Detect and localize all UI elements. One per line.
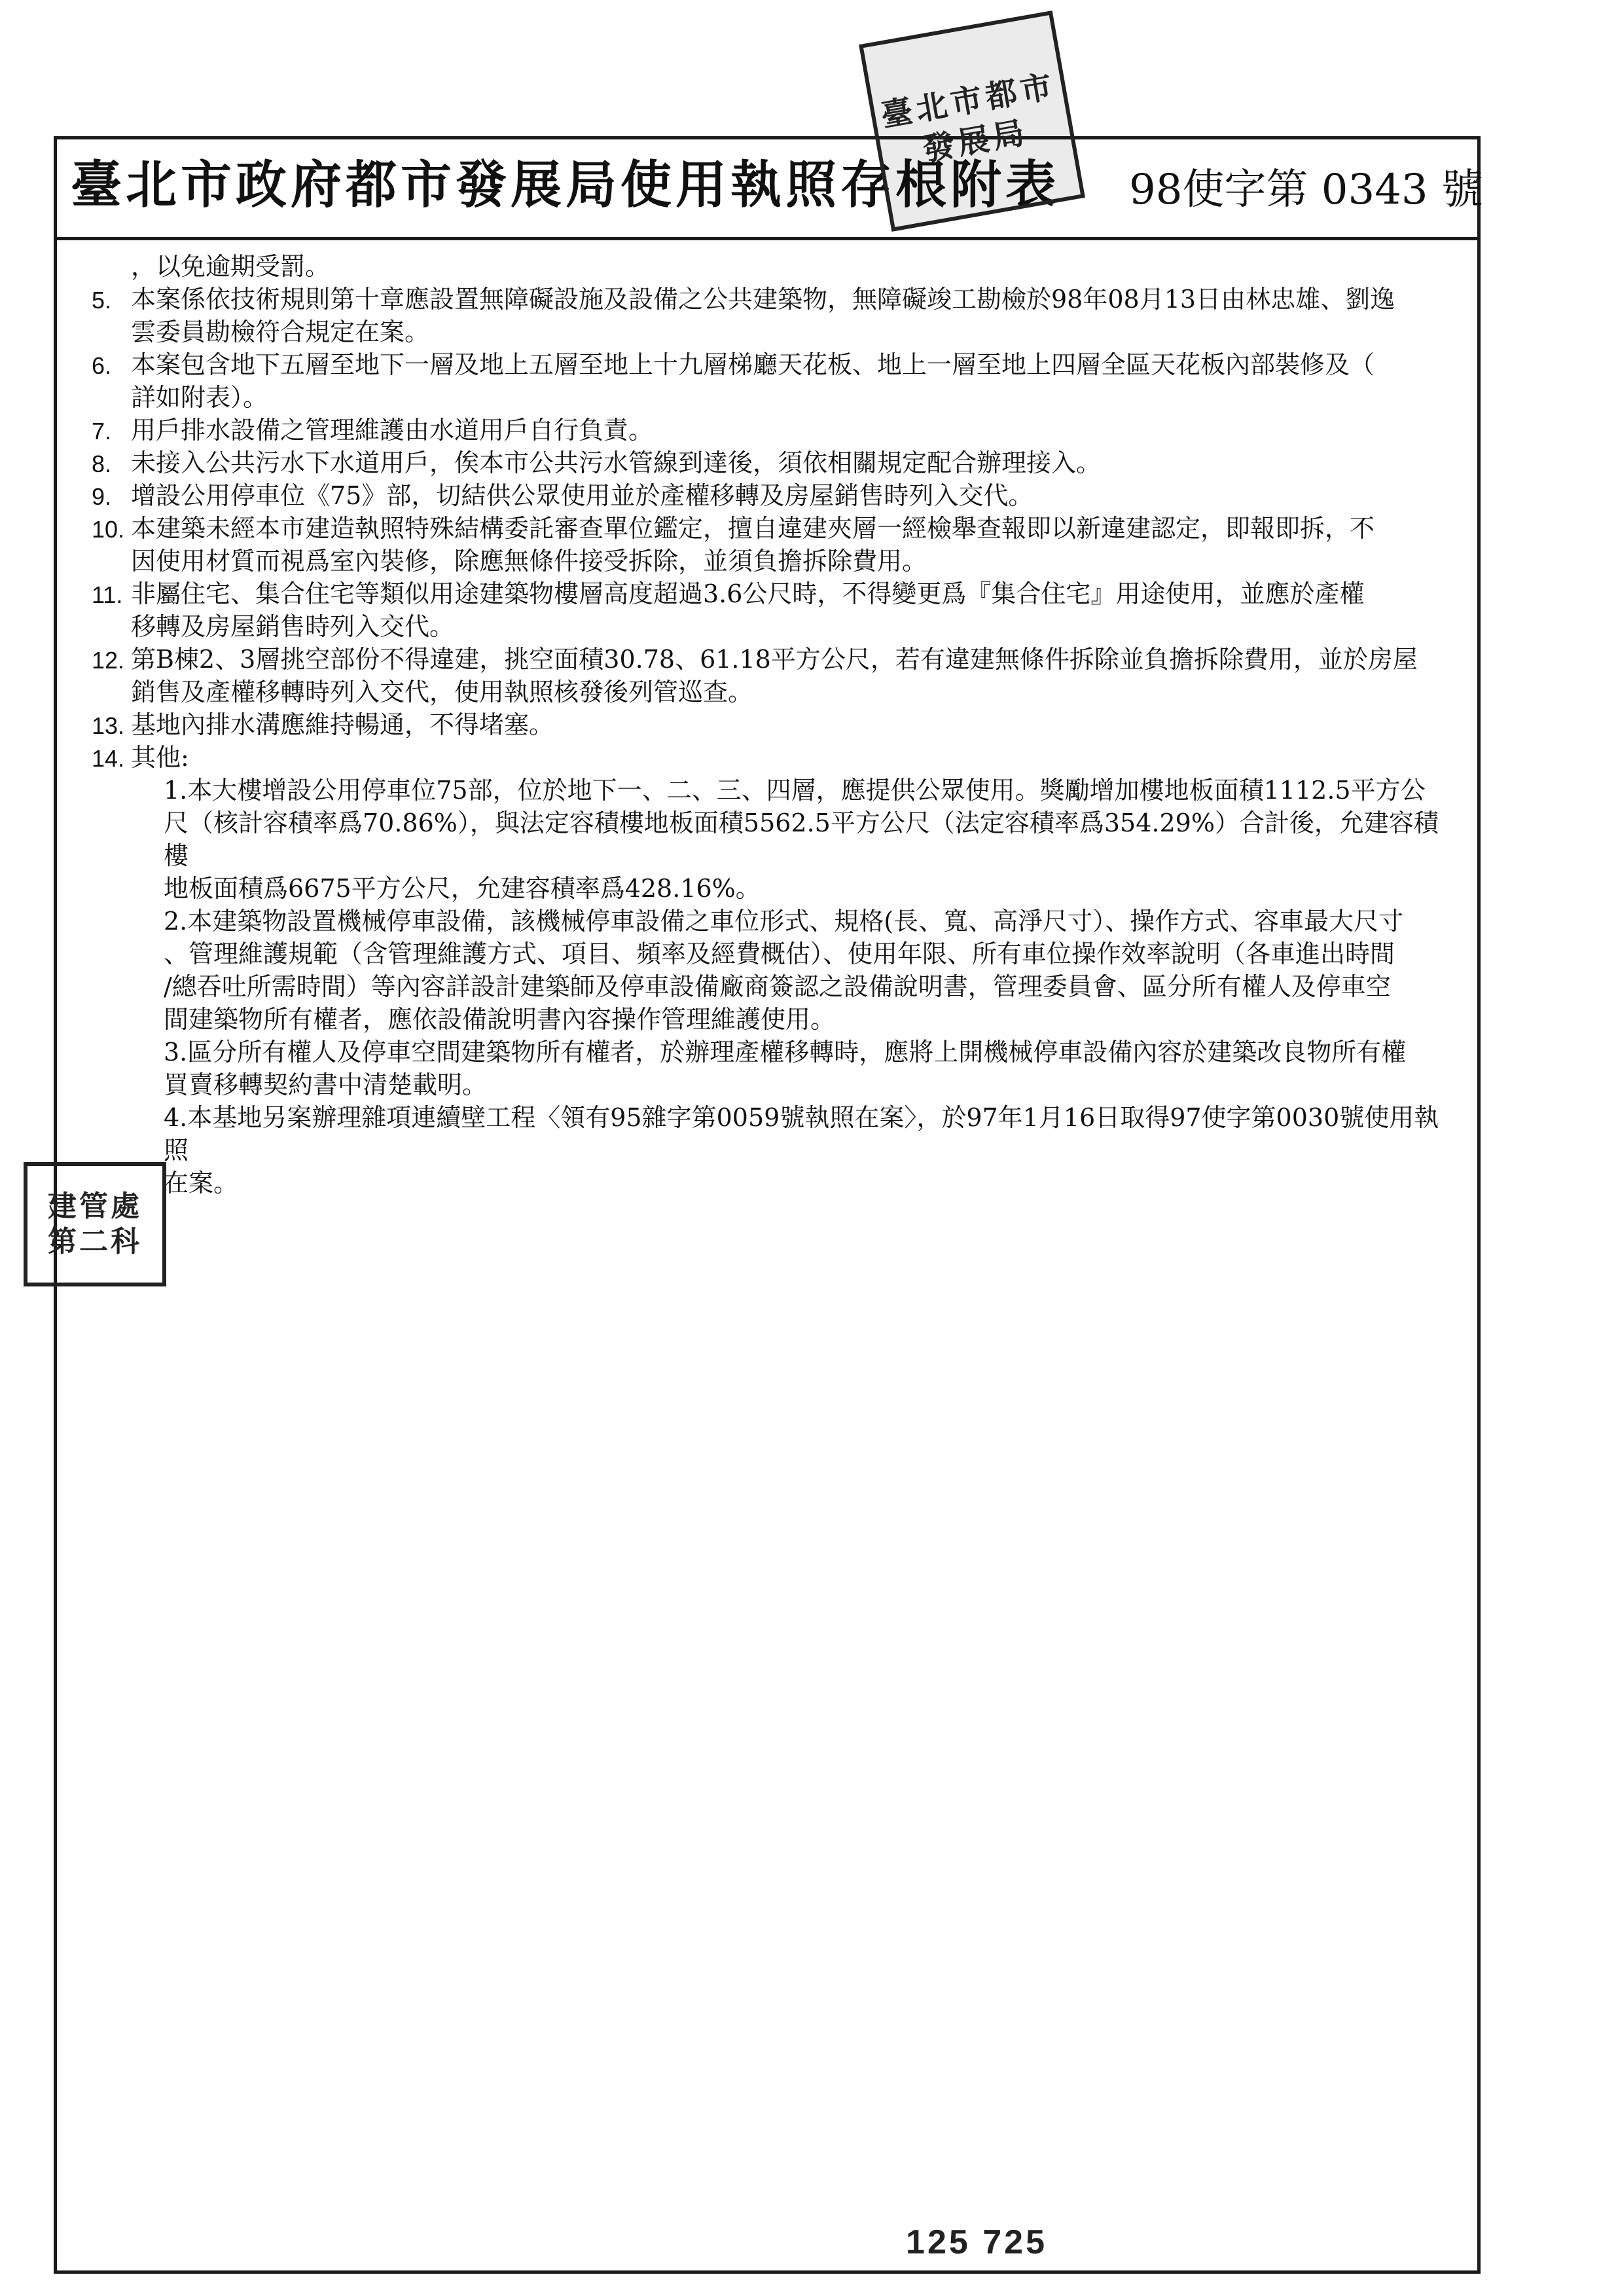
note-line: 本案係依技術規則第十章應設置無障礙設施及設備之公共建築物，無障礙竣工勘檢於98年08月13日由林忠雄、劉逸 xyxy=(131,285,1395,314)
sub-note xyxy=(92,1101,1460,1199)
sub-note-line: /總吞吐所需時間）等內容詳設計建築師及停車設備廠商簽認之設備說明書，管理委員會、區分所有權人及停車空 xyxy=(164,972,1391,1001)
page-title: 臺北市政府都市發展局使用執照存根附表 xyxy=(71,155,1061,215)
sub-note-line: 3.區分所有權人及停車空間建築物所有權者，於辦理產權移轉時，應將上開機械停車設備內容於建築改良物所有權 xyxy=(164,1038,1407,1066)
note-item xyxy=(92,283,1460,348)
sub-note-line: 尺（核計容積率爲70.86%），與法定容積樓地板面積5562.5平方公尺（法定容積率爲354.29%）合計後，允建容積樓 xyxy=(164,809,1439,870)
note-number: 11. xyxy=(92,581,123,608)
note-item xyxy=(92,414,1460,446)
sub-note-line: 4.本基地另案辦理雜項連續壁工程〈領有95雜字第0059號執照在案〉，於97年1月16日取得97使字第0030號使用執照 xyxy=(164,1103,1439,1165)
notes-body xyxy=(92,250,1460,1199)
note-item xyxy=(92,708,1460,741)
sub-note-line: 、管理維護規範（含管理維護方式、項目、頻率及經費概估）、使用年限、所有車位操作效率說明（各車進出時間 xyxy=(164,939,1395,968)
note-item xyxy=(92,577,1460,643)
note-number: 13. xyxy=(92,712,125,739)
note-line: 移轉及房屋銷售時列入交代。 xyxy=(131,612,455,641)
note-number: 7. xyxy=(92,418,112,445)
sub-note-line: 在案。 xyxy=(164,1169,239,1197)
note-number: 5. xyxy=(92,287,112,314)
header-bottom-rule xyxy=(54,237,1477,240)
note-line: 基地內排水溝應維持暢通，不得堵塞。 xyxy=(131,710,554,739)
sub-note-line: 地板面積爲6675平方公尺，允建容積率爲428.16%。 xyxy=(164,874,761,903)
note-number: 6. xyxy=(92,352,112,379)
note-line: 用戶排水設備之管理維護由水道用戶自行負責。 xyxy=(131,416,654,445)
sub-note-line: 間建築物所有權者，應依設備說明書內容操作管理維護使用。 xyxy=(164,1005,836,1034)
sub-note-line: 買賣移轉契約書中清楚載明。 xyxy=(164,1070,488,1099)
official-seal-top xyxy=(859,10,1085,232)
note-line: 非屬住宅、集合住宅等類似用途建築物樓層高度超過3.6公尺時，不得變更爲『集合住宅』用途使用，並應於產權 xyxy=(131,579,1365,608)
seal-text: 建管處 第二科 xyxy=(48,1190,142,1258)
note-number: 10. xyxy=(92,516,125,543)
sub-note-line: 1.本大樓增設公用停車位75部，位於地下一、二、三、四層，應提供公眾使用。獎勵增加樓地板面積1112.5平方公 xyxy=(164,776,1426,805)
note-item xyxy=(92,348,1460,414)
lead-in-text: ，以免逾期受罰。 xyxy=(131,252,331,281)
sub-note-line: 2.本建築物設置機械停車設備，該機械停車設備之車位形式、規格(長、寬、高淨尺寸）、操作方式、容車最大尺寸 xyxy=(164,907,1404,936)
note-line: 雲委員勘檢符合規定在案。 xyxy=(131,318,430,346)
seal-text: 臺北市都市發展局 xyxy=(878,67,1059,169)
sub-note xyxy=(92,905,1460,1036)
sub-note xyxy=(92,1036,1460,1101)
note-item xyxy=(92,446,1460,479)
note-line: 本建築未經本市建造執照特殊結構委託審查單位鑑定，擅自違建夾層一經檢舉查報即以新違建認定，即報即拆，不 xyxy=(131,514,1375,543)
lead-in-line xyxy=(92,250,1460,283)
note-line: 其他: xyxy=(131,743,189,772)
note-line: 詳如附表）。 xyxy=(131,383,268,412)
note-item xyxy=(92,479,1460,512)
note-number: 14. xyxy=(92,745,125,772)
sub-note xyxy=(92,774,1460,905)
permit-number: 98使字第 0343 號 xyxy=(1129,166,1483,214)
note-item xyxy=(92,643,1460,708)
header-top-rule xyxy=(54,136,1477,139)
note-number: 9. xyxy=(92,483,112,510)
note-line: 未接入公共污水下水道用戶，俟本市公共污水管線到達後，須依相關規定配合辦理接入。 xyxy=(131,448,1102,477)
note-line: 第B棟2、3層挑空部份不得違建，挑空面積30.78、61.18平方公尺，若有違建無條件拆除並負擔拆除費用，並於房屋 xyxy=(131,645,1418,674)
note-line: 增設公用停車位《75》部，切結供公眾使用並於產權移轉及房屋銷售時列入交代。 xyxy=(131,481,1034,510)
note-line: 因使用材質而視爲室內裝修，除應無條件接受拆除，並須負擔拆除費用。 xyxy=(131,547,927,575)
note-item xyxy=(92,512,1460,577)
page-number-mark: 125 725 xyxy=(906,2223,1047,2261)
note-line: 本案包含地下五層至地下一層及地上五層至地上十九層梯廳天花板、地上一層至地上四層全區天花板內部裝修及（ xyxy=(131,350,1375,379)
note-line: 銷售及產權移轉時列入交代，使用執照核發後列管巡查。 xyxy=(131,678,753,706)
note-number: 8. xyxy=(92,450,112,477)
note-number: 12. xyxy=(92,647,125,674)
note-item xyxy=(92,741,1460,774)
